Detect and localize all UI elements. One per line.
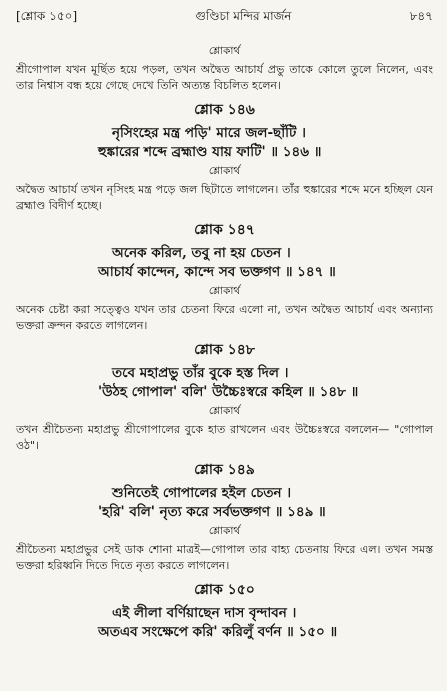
verse-heading: শ্লোক ১৪৬ xyxy=(194,102,255,118)
header-verse-range: [শ্লোক ১৫০] xyxy=(16,9,78,23)
verse-line: 'উঠহ গোপাল' বলি' উচ্চৈঃস্বরে কহিল ॥ ১৪৮ ॥ xyxy=(98,384,359,400)
chapter-title: গুণ্ডিচা মন্দির মার্জন xyxy=(195,9,292,23)
translation-text: অদ্বৈত আচার্য তখন নৃসিংহ মন্ত্র পড়ে জল ছিটাতে লাগলেন। তাঁর হুঙ্কারের শব্দে মনে হচ্ছিল যেন ব্রহ্মাণ্ড বিদীর্ণ হচ্ছে। xyxy=(16,183,433,212)
verse-heading: শ্লোক ১৪৯ xyxy=(194,462,255,478)
verse-heading: শ্লোক ১৪৮ xyxy=(194,342,255,358)
verse-line: হুঙ্কারের শব্দে ব্রহ্মাণ্ড যায় ফাটি' ॥ ১৪৬ ॥ xyxy=(98,144,322,160)
verse-text xyxy=(16,124,433,162)
page-number: ৮৪৭ xyxy=(409,9,433,23)
verse-text xyxy=(16,244,433,282)
translation-label: শ্লোকার্থ xyxy=(208,525,241,537)
verse-line: আচার্য কান্দেন, কান্দে সব ভক্তগণ ॥ ১৪৭ ॥ xyxy=(98,264,336,280)
verse-line: তবে মহাপ্রভু তাঁর বুকে হস্ত দিল । xyxy=(112,365,289,381)
translation-text: তখন শ্রীচৈতন্য মহাপ্রভু শ্রীগোপালের বুকে হাত রাখলেন এবং উচ্চৈঃস্বরে বললেন— "গোপাল ওঠ"। xyxy=(16,423,433,452)
verse-heading: শ্লোক ১৫০ xyxy=(194,582,255,598)
translation-text: শ্রীগোপাল যখন মূর্ছিত হয়ে পড়ল, তখন অদ্বৈত আচার্য প্রভু তাকে কোলে তুলে নিলেন, এবং তার নিশ্বাস বন্ধ হয়ে গেছে দেখে তিনি অত্যন্ত বিচলিত হলেন। xyxy=(16,63,433,92)
verse-line: এই লীলা বর্ণিয়াছেন দাস বৃন্দাবন । xyxy=(112,605,297,621)
translation-text: অনেক চেষ্টা করা সত্ত্বেও যখন তার চেতনা ফিরে এলো না, তখন অদ্বৈত আচার্য এবং অন্যান্য ভক্তরা ক্রন্দন করতে লাগলেন। xyxy=(16,303,433,332)
translation-label: শ্লোকার্থ xyxy=(208,165,241,177)
verse-line: অনেক করিল, তবু না হয় চেতন । xyxy=(112,245,291,261)
verse-text xyxy=(16,604,433,642)
verse-heading: শ্লোক ১৪৭ xyxy=(194,222,255,238)
translation-label: শ্লোকার্থ xyxy=(208,45,241,57)
verse-text xyxy=(16,364,433,402)
verse-text xyxy=(16,484,433,522)
translation-label: শ্লোকার্থ xyxy=(208,405,241,417)
verse-line: অতএব সংক্ষেপে করি' করিলুঁ বর্ণন ॥ ১৫০ ॥ xyxy=(98,624,338,640)
running-header xyxy=(16,8,433,26)
verse-line: নৃসিংহের মন্ত্র পড়ি' মারে জল-ছাঁটি । xyxy=(112,125,306,141)
translation-text: শ্রীচৈতন্য মহাপ্রভুর সেই ডাক শোনা মাত্রই—গোপাল তার বাহ্য চেতনায় ফিরে এল। তখন সমস্ত ভক্তরা হরিধ্বনি দিতে দিতে নৃত্য করতে লাগলেন। xyxy=(16,543,433,572)
verse-line: শুনিতেই গোপালের হইল চেতন । xyxy=(112,485,292,501)
translation-label: শ্লোকার্থ xyxy=(208,285,241,297)
verse-line: 'হরি' বলি' নৃত্য করে সর্বভক্তগণ ॥ ১৪৯ ॥ xyxy=(98,504,326,520)
